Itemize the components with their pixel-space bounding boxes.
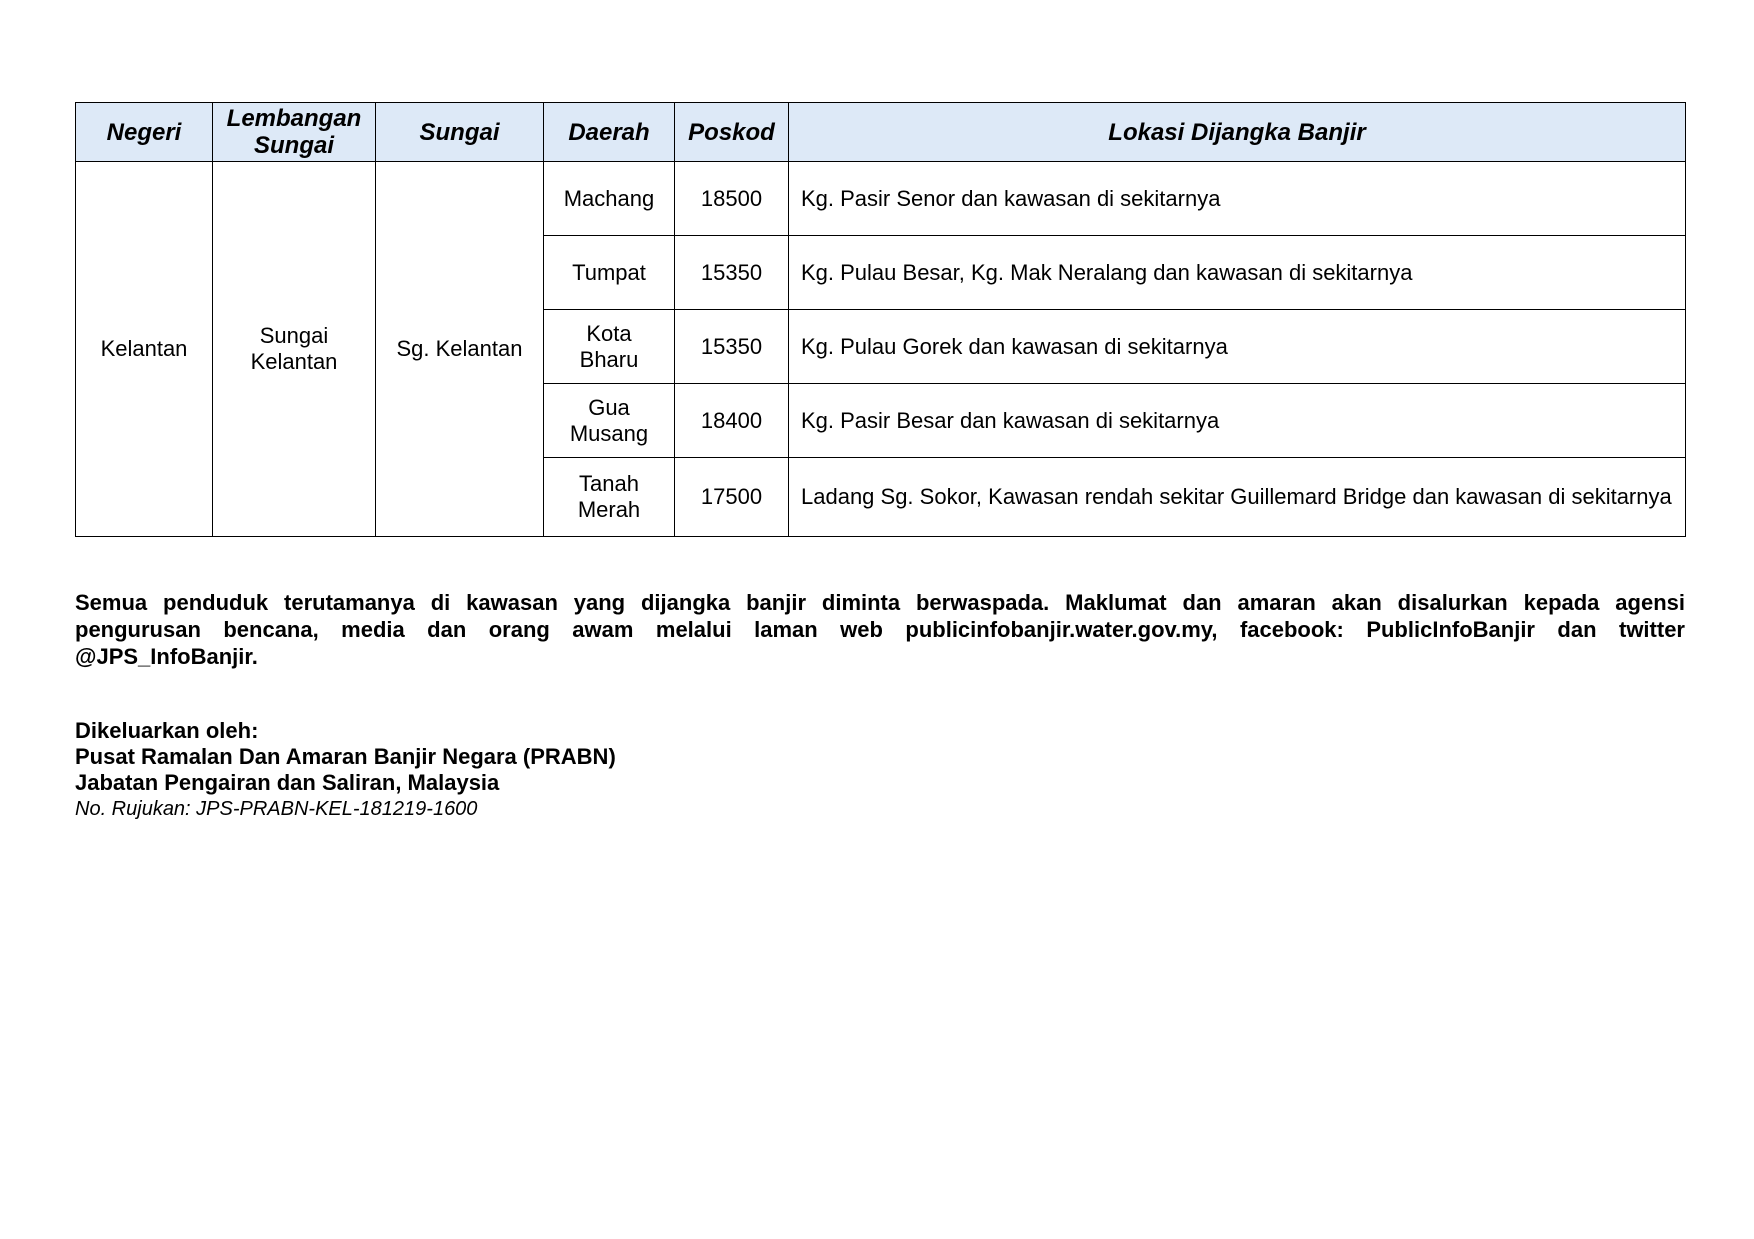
cell-daerah: [544, 458, 675, 537]
flood-location-table: [75, 102, 1686, 537]
cell-daerah-line1: Tanah: [579, 471, 639, 496]
header-lembangan-line2: Sungai: [253, 132, 334, 159]
cell-poskod: 15350: [675, 310, 789, 384]
cell-daerah-line1: Kota: [586, 320, 632, 346]
cell-lembangan-line2: Kelantan: [250, 349, 338, 374]
header-lokasi: Lokasi Dijangka Banjir: [789, 103, 1686, 162]
cell-daerah-line2: Musang: [569, 420, 649, 446]
cell-lokasi: Kg. Pulau Gorek dan kawasan di sekitarnya: [789, 310, 1686, 384]
cell-daerah-line1: Gua: [588, 394, 630, 420]
header-negeri: Negeri: [76, 103, 213, 162]
cell-poskod: 17500: [675, 458, 789, 537]
header-lembangan-line1: Lembangan: [226, 105, 362, 132]
header-daerah: Daerah: [544, 103, 675, 162]
cell-sungai: Sg. Kelantan: [376, 162, 544, 537]
cell-lokasi: Ladang Sg. Sokor, Kawasan rendah sekitar Guillemard Bridge dan kawasan di sekitarnya: [789, 458, 1686, 537]
header-sungai: Sungai: [376, 103, 544, 162]
cell-lembangan-sungai: [213, 162, 376, 537]
document-page: [75, 102, 1685, 822]
issuing-department: Jabatan Pengairan dan Saliran, Malaysia: [75, 770, 500, 795]
cell-daerah: [544, 384, 675, 458]
cell-poskod: 18500: [675, 162, 789, 236]
table-row: [76, 162, 1686, 236]
cell-daerah: Tumpat: [544, 236, 675, 310]
table-header-row: [76, 103, 1686, 162]
issued-by-label: Dikeluarkan oleh:: [75, 718, 259, 743]
cell-lembangan-line1: Sungai: [259, 323, 329, 348]
reference-number: No. Rujukan: JPS-PRABN-KEL-181219-1600: [75, 798, 478, 820]
issued-by-block: [75, 718, 1685, 822]
cell-daerah: [544, 310, 675, 384]
cell-lokasi: Kg. Pasir Besar dan kawasan di sekitarnya: [789, 384, 1686, 458]
cell-daerah-line2: Bharu: [579, 346, 639, 372]
issuing-centre: Pusat Ramalan Dan Amaran Banjir Negara (PRABN): [75, 744, 616, 769]
header-lembangan-sungai: [213, 103, 376, 162]
cell-lokasi: Kg. Pulau Besar, Kg. Mak Neralang dan kawasan di sekitarnya: [789, 236, 1686, 310]
cell-daerah-line2: Merah: [577, 497, 641, 522]
public-notice: Semua penduduk terutamanya di kawasan yang dijangka banjir diminta berwaspada. Maklumat dan amaran akan disalurkan kepada agensi pengurusan bencana, media dan orang awam melalui laman web publicinfobanjir.water.gov.my, facebook: PublicInfoBanjir dan twitter @JPS_InfoBanjir.: [75, 590, 1685, 669]
cell-daerah: Machang: [544, 162, 675, 236]
cell-poskod: 15350: [675, 236, 789, 310]
cell-lokasi: Kg. Pasir Senor dan kawasan di sekitarnya: [789, 162, 1686, 236]
cell-negeri: Kelantan: [76, 162, 213, 537]
cell-poskod: 18400: [675, 384, 789, 458]
header-poskod: Poskod: [675, 103, 789, 162]
